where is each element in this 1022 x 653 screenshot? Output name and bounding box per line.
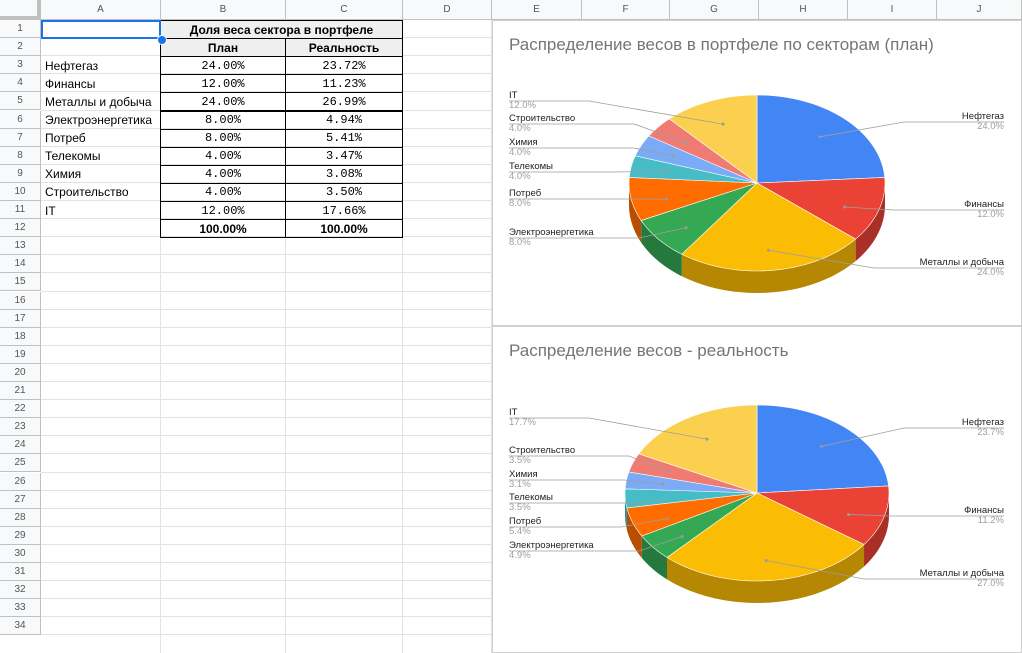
real-value-cell[interactable]: 5.41% (285, 129, 403, 148)
slice-percent-label: 8.0% (509, 198, 531, 209)
selected-cell-a1[interactable] (41, 20, 161, 39)
row-header-30[interactable]: 30 (0, 545, 41, 563)
column-header-i[interactable]: I (848, 0, 937, 20)
real-value-cell[interactable]: 3.47% (285, 147, 403, 166)
column-header-j[interactable]: J (937, 0, 1022, 20)
plan-value-cell[interactable]: 24.00% (160, 92, 286, 111)
slice-percent-label: 8.0% (509, 237, 531, 248)
column-header-f[interactable]: F (582, 0, 670, 20)
row-header-13[interactable]: 13 (0, 237, 41, 255)
slice-category-label: Потреб (509, 188, 542, 199)
slice-percent-label: 4.9% (509, 550, 531, 561)
real-value-cell[interactable]: 11.23% (285, 74, 403, 93)
plan-value-cell[interactable]: 8.00% (160, 129, 286, 148)
chart-title: Распределение весов - реальность (509, 341, 789, 360)
slice-percent-label: 4.0% (509, 123, 531, 134)
row-header-10[interactable]: 10 (0, 183, 41, 201)
slice-category-label: Телекомы (509, 492, 553, 503)
row-header-32[interactable]: 32 (0, 581, 41, 599)
real-value-cell[interactable]: 26.99% (285, 92, 403, 111)
real-value-cell[interactable]: 4.94% (285, 111, 403, 130)
row-header-9[interactable]: 9 (0, 165, 41, 183)
column-header-c[interactable]: C (286, 0, 403, 20)
plan-value-cell[interactable]: 4.00% (160, 165, 286, 184)
row-header-8[interactable]: 8 (0, 147, 41, 165)
slice-category-label: Телекомы (509, 161, 553, 172)
row-header-28[interactable]: 28 (0, 509, 41, 527)
slice-category-label: IT (509, 407, 518, 418)
row-header-14[interactable]: 14 (0, 255, 41, 273)
slice-category-label: Потреб (509, 516, 542, 527)
column-header-b[interactable]: B (161, 0, 286, 20)
slice-category-label: Электроэнергетика (509, 227, 594, 238)
slice-percent-label: 4.0% (509, 171, 531, 182)
column-header-e[interactable]: E (492, 0, 582, 20)
sector-name-cell[interactable]: Химия (45, 167, 82, 182)
row-header-34[interactable]: 34 (0, 617, 41, 635)
table-group-header[interactable]: Доля веса сектора в портфеле (160, 20, 403, 39)
column-header-a[interactable]: A (41, 0, 161, 20)
pie-chart-real (493, 327, 1021, 652)
row-header-18[interactable]: 18 (0, 328, 41, 346)
slice-percent-label: 24.0% (977, 121, 1004, 132)
slice-percent-label: 17.7% (509, 417, 536, 428)
slice-percent-label: 23.7% (977, 427, 1004, 438)
sector-name-cell[interactable]: Потреб (45, 131, 86, 146)
sector-name-cell[interactable]: IT (45, 203, 56, 218)
row-header-23[interactable]: 23 (0, 418, 41, 436)
slice-percent-label: 27.0% (977, 578, 1004, 589)
sector-name-cell[interactable]: Электроэнергетика (45, 113, 153, 128)
slice-percent-label: 12.0% (509, 100, 536, 111)
slice-percent-label: 3.5% (509, 502, 531, 513)
row-header-11[interactable]: 11 (0, 201, 41, 219)
slice-percent-label: 4.0% (509, 147, 531, 158)
chart-title: Распределение весов в портфеле по секторам (план) (509, 35, 934, 54)
select-all-corner[interactable] (0, 0, 41, 20)
plan-value-cell[interactable]: 8.00% (160, 111, 286, 130)
row-header-5[interactable]: 5 (0, 92, 41, 110)
row-header-17[interactable]: 17 (0, 310, 41, 328)
slice-category-label: Нефтегаз (961, 111, 1004, 122)
row-header-27[interactable]: 27 (0, 491, 41, 509)
sector-name-cell[interactable]: Строительство (45, 185, 129, 200)
slice-category-label: Финансы (964, 505, 1004, 516)
row-header-22[interactable]: 22 (0, 400, 41, 418)
slice-percent-label: 3.1% (509, 479, 531, 490)
row-header-21[interactable]: 21 (0, 382, 41, 400)
slice-percent-label: 3.5% (509, 455, 531, 466)
slice-category-label: Металлы и добыча (919, 568, 1004, 579)
slice-category-label: Строительство (509, 445, 576, 456)
sector-name-cell[interactable]: Финансы (45, 76, 96, 91)
slice-category-label: Финансы (964, 199, 1004, 210)
plan-value-cell[interactable]: 4.00% (160, 147, 286, 166)
fill-handle[interactable] (157, 35, 167, 45)
real-value-cell[interactable]: 17.66% (285, 201, 403, 220)
slice-percent-label: 12.0% (977, 209, 1004, 220)
slice-percent-label: 11.2% (977, 515, 1004, 526)
slice-percent-label: 24.0% (977, 267, 1004, 278)
slice-percent-label: 5.4% (509, 526, 531, 537)
row-header-19[interactable]: 19 (0, 346, 41, 364)
slice-category-label: IT (509, 90, 518, 101)
real-value-cell[interactable]: 3.50% (285, 183, 403, 202)
row-header-20[interactable]: 20 (0, 364, 41, 382)
real-value-cell[interactable]: 3.08% (285, 165, 403, 184)
column-header-d[interactable]: D (403, 0, 492, 20)
slice-category-label: Строительство (509, 113, 576, 124)
column-plan-header[interactable]: План (160, 38, 286, 57)
slice-category-label: Электроэнергетика (509, 540, 594, 551)
pie-top (629, 95, 885, 271)
plan-value-cell[interactable]: 12.00% (160, 201, 286, 220)
row-header-29[interactable]: 29 (0, 527, 41, 545)
row-header-31[interactable]: 31 (0, 563, 41, 581)
row-header-7[interactable]: 7 (0, 129, 41, 147)
pie-slice (757, 405, 889, 493)
row-header-26[interactable]: 26 (0, 473, 41, 491)
row-header-16[interactable]: 16 (0, 292, 41, 310)
chart-plan[interactable] (492, 20, 1022, 326)
slice-category-label: Химия (509, 469, 538, 480)
row-header-33[interactable]: 33 (0, 599, 41, 617)
slice-category-label: Химия (509, 137, 538, 148)
row-header-1[interactable]: 1 (0, 20, 41, 38)
row-header-4[interactable]: 4 (0, 74, 41, 92)
sector-name-cell[interactable]: Металлы и добыча (45, 94, 152, 109)
sector-name-cell[interactable]: Телекомы (45, 149, 101, 164)
plan-value-cell[interactable]: 4.00% (160, 183, 286, 202)
plan-total-cell[interactable]: 100.00% (160, 219, 286, 238)
plan-value-cell[interactable]: 12.00% (160, 74, 286, 93)
plan-value-cell[interactable]: 24.00% (160, 56, 286, 75)
row-header-3[interactable]: 3 (0, 56, 41, 74)
pie-chart-plan (493, 21, 1021, 325)
row-header-24[interactable]: 24 (0, 436, 41, 454)
real-value-cell[interactable]: 23.72% (285, 56, 403, 75)
row-header-2[interactable]: 2 (0, 38, 41, 56)
column-header-g[interactable]: G (670, 0, 759, 20)
slice-category-label: Нефтегаз (961, 417, 1004, 428)
pie-slice (757, 95, 885, 183)
row-header-6[interactable]: 6 (0, 111, 41, 129)
row-header-25[interactable]: 25 (0, 454, 41, 472)
sector-name-cell[interactable]: Нефтегаз (45, 58, 99, 73)
real-total-cell[interactable]: 100.00% (285, 219, 403, 238)
column-header-h[interactable]: H (759, 0, 848, 20)
row-header-15[interactable]: 15 (0, 273, 41, 291)
chart-real[interactable] (492, 326, 1022, 653)
slice-category-label: Металлы и добыча (919, 257, 1004, 268)
column-real-header[interactable]: Реальность (285, 38, 403, 57)
row-header-12[interactable]: 12 (0, 219, 41, 237)
